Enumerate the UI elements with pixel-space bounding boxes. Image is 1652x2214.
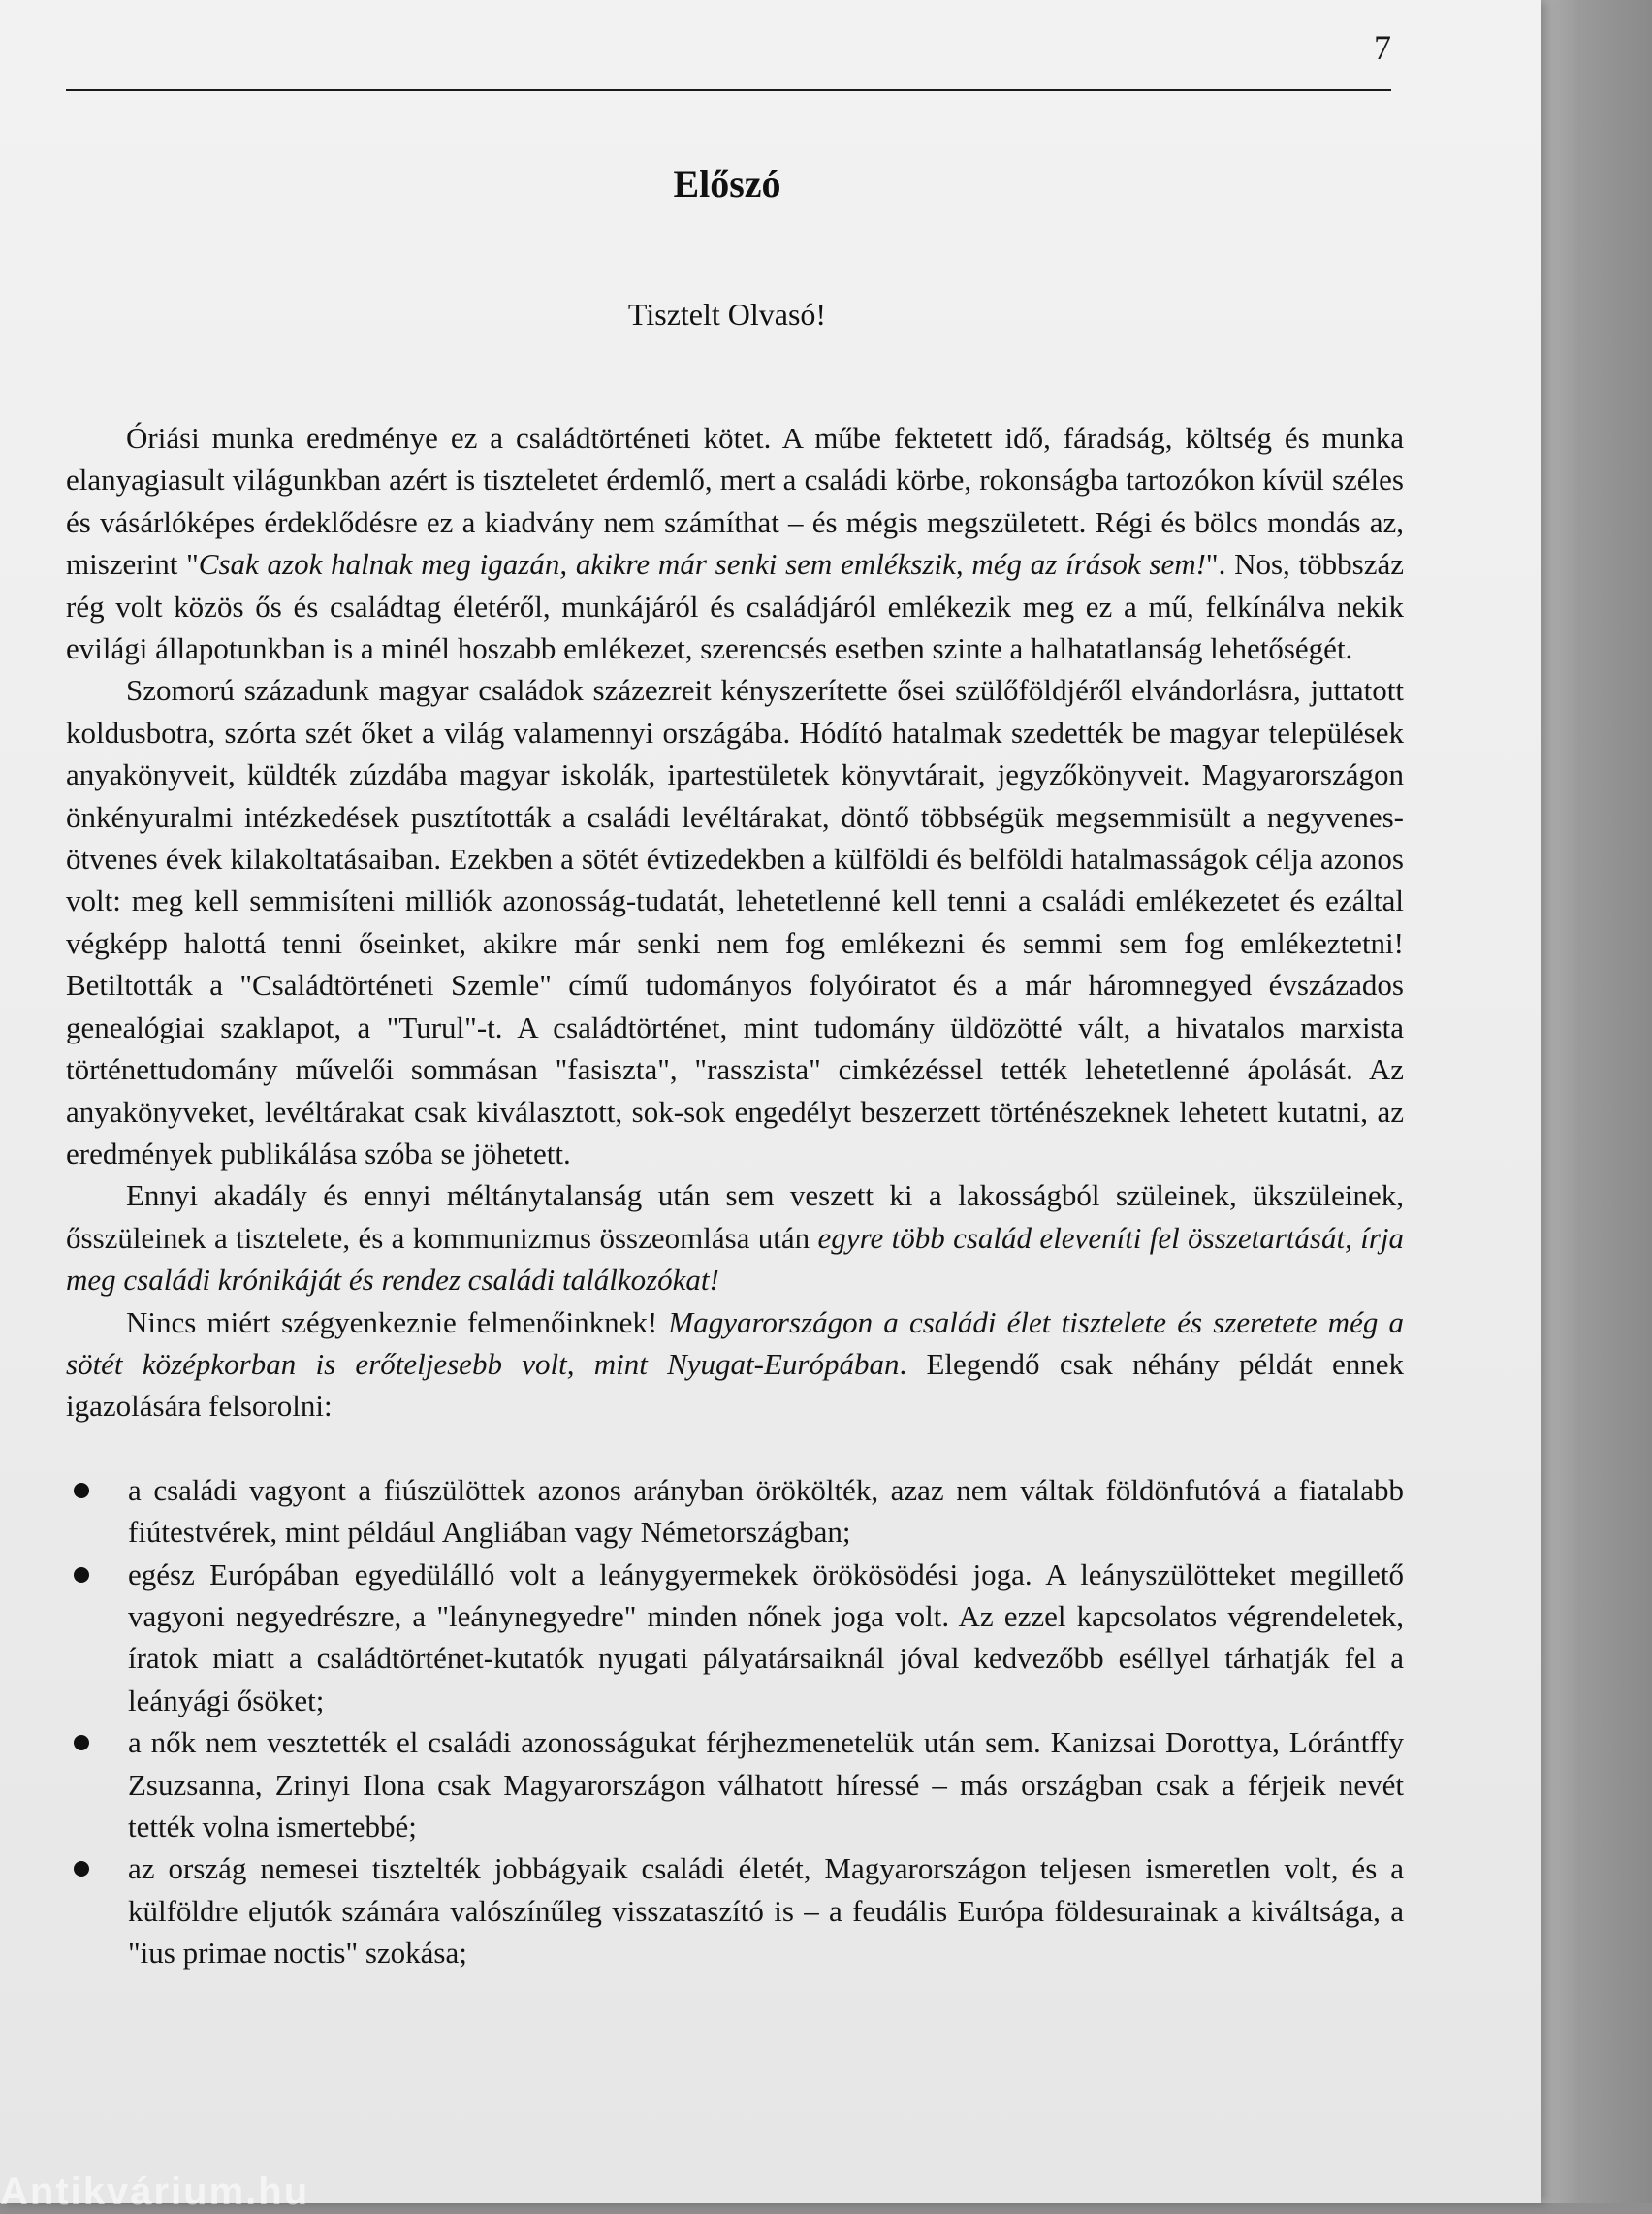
- bullet-item: [66, 1847, 1404, 1973]
- salutation: Tisztelt Olvasó!: [627, 297, 827, 332]
- photo-background: [1532, 0, 1652, 2203]
- page-number: 7: [1374, 28, 1391, 67]
- paragraph-1-text-b: ". Nos, többszáz rég volt közös ős és családtag életéről, munkájáról és családjáról emlékezik meg ez a mű, felkínálva nekik evilági állapotunkban is a minél hoszabb emlékezet, szerencsés esetben szinte a halhatatlanság lehetőségét.: [66, 547, 1405, 666]
- chapter-heading: Előszó: [673, 162, 781, 206]
- paragraph-4-emphasis: Magyarországon a családi élet tisztelete és szeretete még a sötét középkorban is erőteljesebb volt, mint Nyugat-Európában: [66, 1304, 1404, 1381]
- paragraph-4-text-a: Nincs miért szégyenkeznie felmenőinknek!: [126, 1304, 669, 1339]
- bullet-text: egész Európában egyedülálló volt a leánygyermekek örökösödési joga. A leányszülötteket megillető vagyoni negyedrészre, a "leánynegyedre" minden nőnek joga volt. Az ezzel kapcsolatos végrendeletek, íratok miatt a családtörténet-kutatók nyugati pályatársaiknál jóval kedvezőbb eséllyel tárhatják fel a leányági ősöket;: [128, 1556, 1404, 1717]
- bullet-dot-icon: [74, 1483, 89, 1498]
- bullet-item: [66, 1469, 1404, 1554]
- paragraph-4: [66, 1301, 1404, 1428]
- paragraph-3-emphasis: egyre több család eleveníti fel összetartását, írja meg családi krónikáját és rendez családi találkozókat!: [66, 1220, 1405, 1298]
- paragraph-1: [66, 417, 1404, 669]
- bullet-dot-icon: [74, 1735, 89, 1750]
- header-rule: [66, 89, 1391, 91]
- paragraph-4-text-b: . Elegendő csak néhány példát ennek igazolására felsorolni:: [66, 1346, 1404, 1424]
- bullet-dot-icon: [74, 1567, 89, 1583]
- paragraph-1-text-a: Óriási munka eredménye ez a családtörténeti kötet. A műbe fektetett idő, fáradság, költség és munka elanyagiasult világunkban azért is tiszteletet érdemlő, mert a családi körbe, rokonságba tartozókon kívül széles és vásárlóképes érdeklődésre ez a kiadvány nem számíthat – és mégis megszületett. Régi és bölcs mondás az, miszerint ": [66, 421, 1404, 582]
- body-text: [66, 417, 1404, 1974]
- paragraph-3-text: Ennyi akadály és ennyi méltánytalanság után sem veszett ki a lakosságból szüleinek, ükszüleinek, ősszüleinek a tisztelete, és a kommunizmus összeomlása után: [66, 1178, 1404, 1255]
- bullet-text: a nők nem vesztették el családi azonosságukat férjhezmenetelük után sem. Kanizsai Dorottya, Lórántffy Zsuzsanna, Zrinyi Ilona csak Magyarországon válhatott híressé – más országban csak a férjeik nevét tették volna ismertebbé;: [128, 1725, 1404, 1844]
- bullet-list: [66, 1469, 1404, 1974]
- bullet-item: [66, 1721, 1404, 1847]
- watermark: Antikvárium.hu: [0, 2170, 310, 2213]
- bullet-text: az ország nemesei tisztelték jobbágyaik családi életét, Magyarországon teljesen ismeretlen volt, és a külföldre eljutók számára valószínűleg visszataszító is – a feudális Európa földesurainak a kiváltsága, a "ius primae noctis" szokása;: [128, 1851, 1404, 1971]
- bullet-dot-icon: [74, 1861, 89, 1877]
- paragraph-3: [66, 1174, 1404, 1300]
- paragraph-2: Szomorú századunk magyar családok százezreit kényszerítette ősei szülőföldjéről elvándorlásra, juttatott koldusbotra, szórta szét őket a világ valamennyi országába. Hódító hatalmak szedették be magyar települések anyakönyveit, küldték zúzdába magyar iskolák, ipartestületek könyvtárait, jegyzőkönyveit. Magyarországon önkényuralmi intézkedések pusztították a családi levéltárakat, döntő többségük megsemmisült a negyvenes-ötvenes évek kilakoltatásaiban. Ezekben a sötét évtizedekben a külföldi és belföldi hatalmasságok célja azonos volt: meg kell semmisíteni milliók azonosság-tudatát, lehetetlenné kell tenni a családi emlékezetet és ezáltal végképp halottá tenni őseinket, akikre már senki nem fog emlékezni és semmi sem fog emlékeztetni! Betiltották a "Családtörténeti Szemle" című tudományos folyóiratot és a már háromnegyed évszázados genealógiai szaklapot, a "Turul"-t. A családtörténet, mint tudomány üldözötté vált, a hivatalos marxista történettudomány művelői sommásan "fasiszta", "rasszista" cimkézéssel tették lehetetlenné ápolását. Az anyakönyveket, levéltárakat csak kiválasztott, sok-sok engedélyt beszerzett történészeknek lehetett kutatni, az eredmények publikálása szóba se jöhetett.: [66, 673, 1404, 1171]
- bullet-text: a családi vagyont a fiúszülöttek azonos arányban örökölték, azaz nem váltak földönfutóvá a fiatalabb fiútestvérek, mint például Angliában vagy Németországban;: [128, 1472, 1404, 1550]
- bullet-item: [66, 1554, 1404, 1722]
- paragraph-1-quote: Csak azok halnak meg igazán, akikre már senki sem emlékszik, még az írások sem!: [198, 547, 1206, 582]
